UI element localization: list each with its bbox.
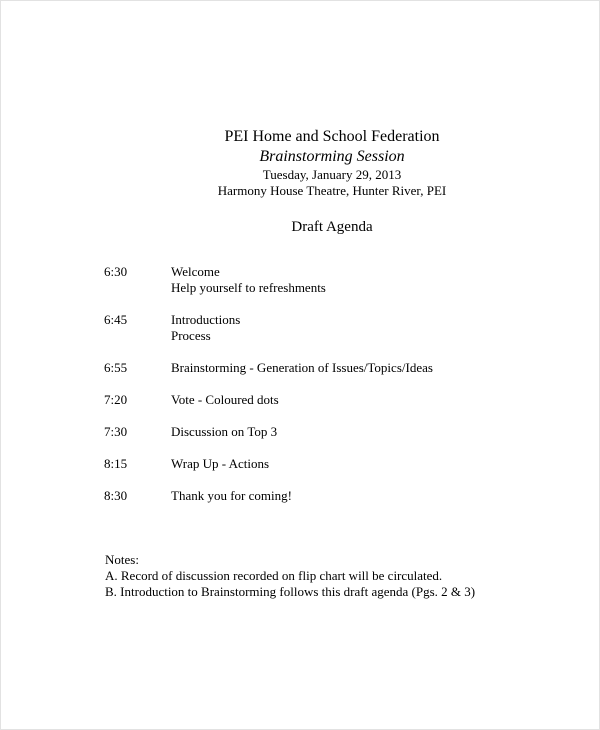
agenda-time: 7:30 bbox=[104, 424, 128, 439]
agenda-description bbox=[171, 312, 564, 344]
agenda-line: Process bbox=[171, 328, 211, 343]
document-header bbox=[0, 127, 600, 199]
agenda-line: Brainstorming - Generation of Issues/Topics/Ideas bbox=[171, 360, 433, 375]
agenda-line: Welcome bbox=[171, 264, 220, 279]
agenda-line: Help yourself to refreshments bbox=[171, 280, 326, 295]
agenda-item bbox=[104, 424, 564, 440]
note-item: B. Introduction to Brainstorming follows this draft agenda (Pgs. 2 & 3) bbox=[105, 584, 476, 599]
agenda-time: 6:55 bbox=[104, 360, 128, 375]
agenda-description bbox=[171, 488, 564, 504]
agenda-item bbox=[104, 264, 564, 296]
agenda-line: Discussion on Top 3 bbox=[171, 424, 278, 439]
event-date: Tuesday, January 29, 2013 bbox=[262, 167, 402, 182]
notes-section bbox=[105, 552, 565, 600]
agenda-time: 8:15 bbox=[104, 456, 128, 471]
agenda-title: Draft Agenda bbox=[291, 219, 373, 235]
agenda-item bbox=[104, 360, 564, 376]
note-item: A. Record of discussion recorded on flip chart will be circulated. bbox=[105, 568, 443, 583]
agenda-line: Wrap Up - Actions bbox=[171, 456, 270, 471]
agenda-item bbox=[104, 312, 564, 344]
agenda-item bbox=[104, 488, 564, 504]
notes-heading: Notes: bbox=[105, 552, 139, 567]
agenda-description bbox=[171, 360, 564, 376]
agenda-item bbox=[104, 456, 564, 472]
agenda-line: Vote - Coloured dots bbox=[171, 392, 279, 407]
agenda-description bbox=[171, 456, 564, 472]
agenda-description bbox=[171, 264, 564, 296]
agenda-time: 7:20 bbox=[104, 392, 128, 407]
agenda-line: Thank you for coming! bbox=[171, 488, 292, 503]
agenda-time: 6:45 bbox=[104, 312, 128, 327]
agenda-description bbox=[171, 424, 564, 440]
organization-name: PEI Home and School Federation bbox=[224, 128, 440, 145]
agenda-line: Introductions bbox=[171, 312, 241, 327]
agenda-description bbox=[171, 392, 564, 408]
agenda-time: 8:30 bbox=[104, 488, 128, 503]
agenda-time: 6:30 bbox=[104, 264, 128, 279]
agenda-list bbox=[104, 264, 564, 520]
agenda-item bbox=[104, 392, 564, 408]
session-title: Brainstorming Session bbox=[259, 148, 405, 165]
event-venue: Harmony House Theatre, Hunter River, PEI bbox=[217, 183, 447, 198]
